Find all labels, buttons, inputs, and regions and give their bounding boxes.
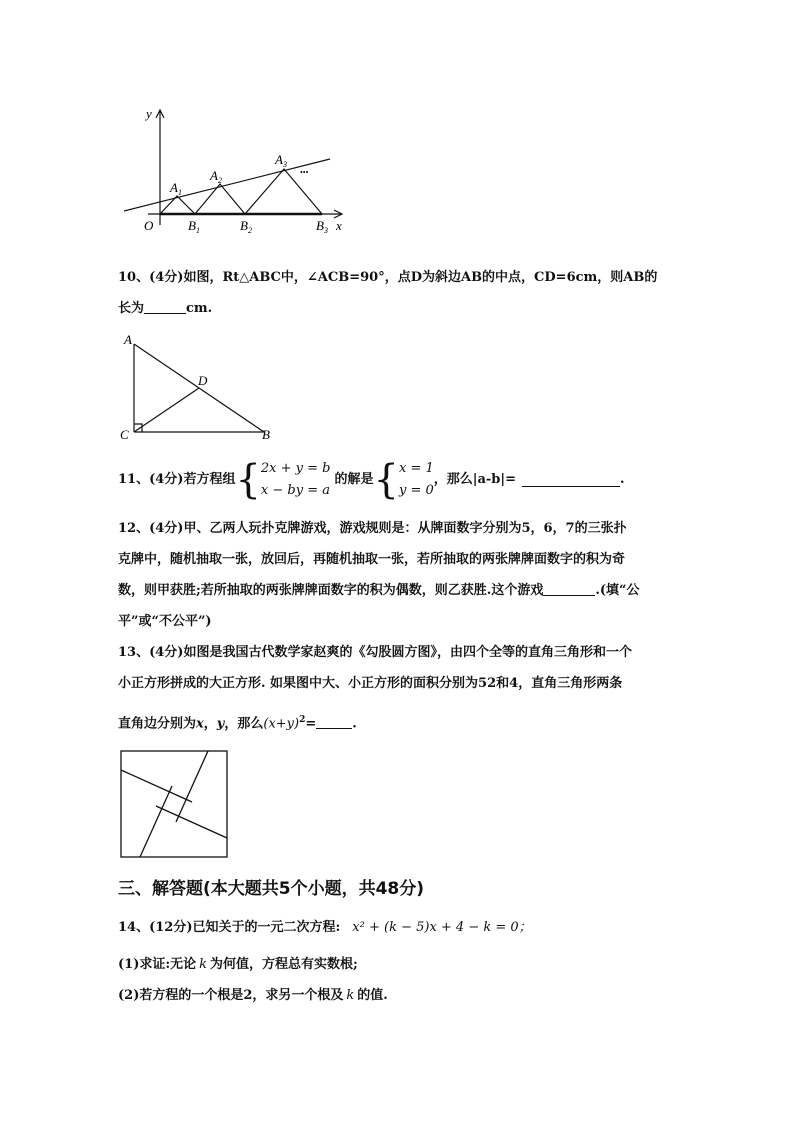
question-12-line-1: 12、(4分)甲、乙两人玩扑克牌游戏，游戏规则是：从牌面数字分别为5，6，7的三张扑 (118, 521, 627, 536)
triangle-2 (195, 184, 245, 214)
q9-coordinate-figure (110, 100, 360, 240)
inner-line-2 (176, 751, 208, 822)
q10-answer-blank[interactable] (144, 300, 186, 314)
q14-p1-k: k (199, 957, 208, 972)
q13-line3-prefix: 直角边分别为 (118, 716, 197, 732)
outer-square (121, 751, 227, 857)
triangle-3 (245, 169, 322, 214)
section-3-heading: 三、解答题(本大题共5个小题，共48分) (118, 879, 425, 899)
q13-var-x: x (196, 716, 204, 732)
slanted-line (124, 159, 330, 211)
inner-line-3 (156, 806, 227, 838)
q11-answer-blank[interactable] (522, 473, 620, 487)
label-b2: $B_2$ (240, 218, 252, 235)
ellipsis-dots: ••• (300, 168, 309, 177)
q13-expr: (x+y) (263, 716, 300, 732)
q11-solution (399, 458, 434, 502)
median-cd (134, 388, 199, 432)
q11-eq1: 2x + y = b (260, 461, 331, 476)
vertex-b: B (262, 427, 270, 442)
q10-suffix: cm. (186, 301, 213, 316)
q10-prefix: 长为 (118, 301, 145, 316)
question-11 (118, 458, 625, 502)
q14-p2-k: k (346, 988, 355, 1003)
q13-mid: ，那么 (224, 716, 264, 732)
question-10-line-2 (118, 299, 212, 319)
q11-sol2: y = 0 (398, 483, 434, 498)
q11-brace-1: { (235, 457, 261, 503)
question-14-part-2 (118, 986, 388, 1006)
q12-line3-suffix: .(填“公 (595, 583, 640, 598)
q11-mid: 的解是 (334, 472, 374, 487)
y-axis-label: y (146, 106, 152, 121)
q13-equals: = (305, 716, 317, 732)
q13-var-y: y (216, 716, 225, 732)
q13-sep: ， (203, 716, 217, 732)
q14-p2-prefix: (2)若方程的一个根是2，求另一个根及 (118, 988, 344, 1003)
question-13-line-3 (118, 710, 357, 734)
inner-line-4 (140, 786, 172, 857)
q13-end: . (352, 716, 357, 732)
q11-brace-2: { (373, 457, 399, 503)
q12-line3-prefix: 数，则甲获胜;若所抽取的两张牌牌面数字的积为偶数，则乙获胜.这个游戏 (118, 583, 544, 598)
q14-intro-text: 14、(12分)已知关于的一元二次方程: (118, 920, 341, 935)
vertex-c: C (120, 427, 129, 442)
label-b3: $B_3$ (316, 218, 328, 235)
question-13-line-1: 13、(4分)如图是我国古代数学家赵爽的《勾股圆方图》，由四个全等的直角三角形和一个 (118, 645, 632, 660)
question-12-line-4: 平”或“不公平”) (118, 614, 212, 629)
inner-line-1 (121, 770, 192, 802)
q14-p1-suffix: 为何值，方程总有实数根; (210, 957, 358, 972)
question-12-line-3 (118, 581, 639, 601)
q14-equation: x² + (k − 5)x + 4 − k = 0； (352, 920, 532, 935)
label-b1: $B_1$ (188, 218, 200, 235)
q13-exponent: 2 (299, 715, 306, 725)
q11-sol1: x = 1 (398, 461, 434, 476)
origin-label: O (144, 218, 154, 233)
label-a2: $A_2$ (210, 168, 222, 185)
q13-square-figure (119, 749, 229, 859)
q13-answer-blank[interactable] (316, 715, 352, 729)
q11-end: . (620, 472, 625, 487)
triangle-1 (160, 196, 195, 214)
q14-p2-suffix: 的值. (357, 988, 388, 1003)
question-10-line-1: 10、(4分)如图，Rt△ABC中，∠ACB=90°，点D为斜边AB的中点，CD=6cm，则AB的 (118, 270, 658, 285)
q12-answer-blank[interactable] (543, 582, 595, 596)
question-12-line-2: 克牌中，随机抽取一张，放回后，再随机抽取一张，若所抽取的两张牌牌面数字的积为奇 (118, 552, 626, 567)
question-14-part-1 (118, 955, 358, 975)
q11-system (261, 458, 331, 502)
question-14-intro (118, 918, 532, 938)
q14-p1-prefix: (1)求证:无论 (118, 957, 197, 972)
label-a1: $A_1$ (170, 180, 182, 197)
vertex-a: A (124, 332, 132, 347)
q11-prefix: 11、(4分)若方程组 (118, 472, 236, 487)
q10-triangle-figure (112, 330, 287, 445)
q11-suffix: ，那么|a-b|= (433, 472, 517, 487)
point-d: D (198, 373, 208, 388)
question-13-line-2: 小正方形拼成的大正方形. 如果图中大、小正方形的面积分别为52和4，直角三角形两条 (118, 676, 623, 691)
x-axis-label: x (336, 218, 342, 233)
q11-eq2: x − by = a (260, 483, 330, 498)
label-a3: $A_3$ (275, 152, 287, 169)
